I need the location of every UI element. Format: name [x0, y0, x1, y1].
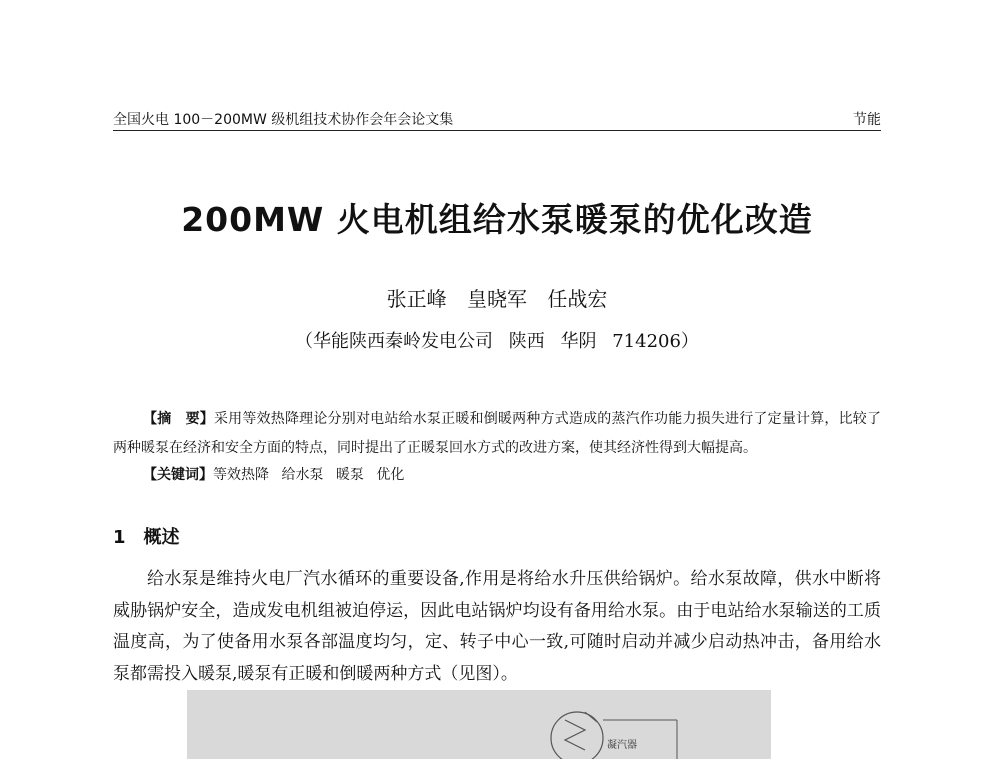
keywords-text: 等效热降 给水泵 暖泵 优化	[213, 467, 405, 483]
section-title: 概述	[143, 527, 180, 548]
figure-label-condenser: 凝汽器	[607, 740, 637, 751]
body-paragraph: 给水泵是维持火电厂汽水循环的重要设备,作用是将给水升压供给锅炉。给水泵故障，供水中断将威胁锅炉安全，造成发电机组被迫停运，因此电站锅炉均设有备用给水泵。由于电站给水泵输送的工质温度高，为了使备用水泵各部温度均匀，定、转子中心一致,可随时启动并减少启动热冲击，备用给水泵都需投入暖泵,暖泵有正暖和倒暖两种方式（见图）。	[113, 569, 881, 684]
section-number: 1	[113, 527, 126, 548]
header-section-label: 节能	[853, 112, 881, 128]
abstract	[113, 405, 881, 463]
coil-arrow	[585, 712, 597, 722]
paper-affiliation: （华能陕西秦岭发电公司 陕西 华阴 714206）	[295, 331, 699, 352]
paper-authors: 张正峰 皇晓军 任战宏	[386, 287, 608, 311]
coil-line	[565, 720, 585, 750]
keywords-label: 【关键词】	[143, 467, 213, 483]
section-heading	[113, 523, 180, 549]
abstract-label: 【摘 要】	[143, 411, 214, 427]
abstract-text: 采用等效热降理论分别对电站给水泵正暖和倒暖两种方式造成的蒸汽作功能力损失进行了定量计算，比较了两种暖泵在经济和安全方面的特点，同时提出了正暖泵回水方式的改进方案，使其经济性得到大幅提高。	[113, 411, 882, 456]
running-header	[113, 108, 881, 131]
condenser-symbol	[551, 712, 603, 759]
keywords	[143, 463, 881, 487]
condenser-diagram	[187, 690, 771, 759]
header-proceedings-title: 全国火电 100－200MW 级机组技术协作会年会论文集	[113, 112, 454, 128]
paper-title: 200MW 火电机组给水泵暖泵的优化改造	[181, 200, 813, 239]
figure-diagram	[187, 690, 771, 759]
